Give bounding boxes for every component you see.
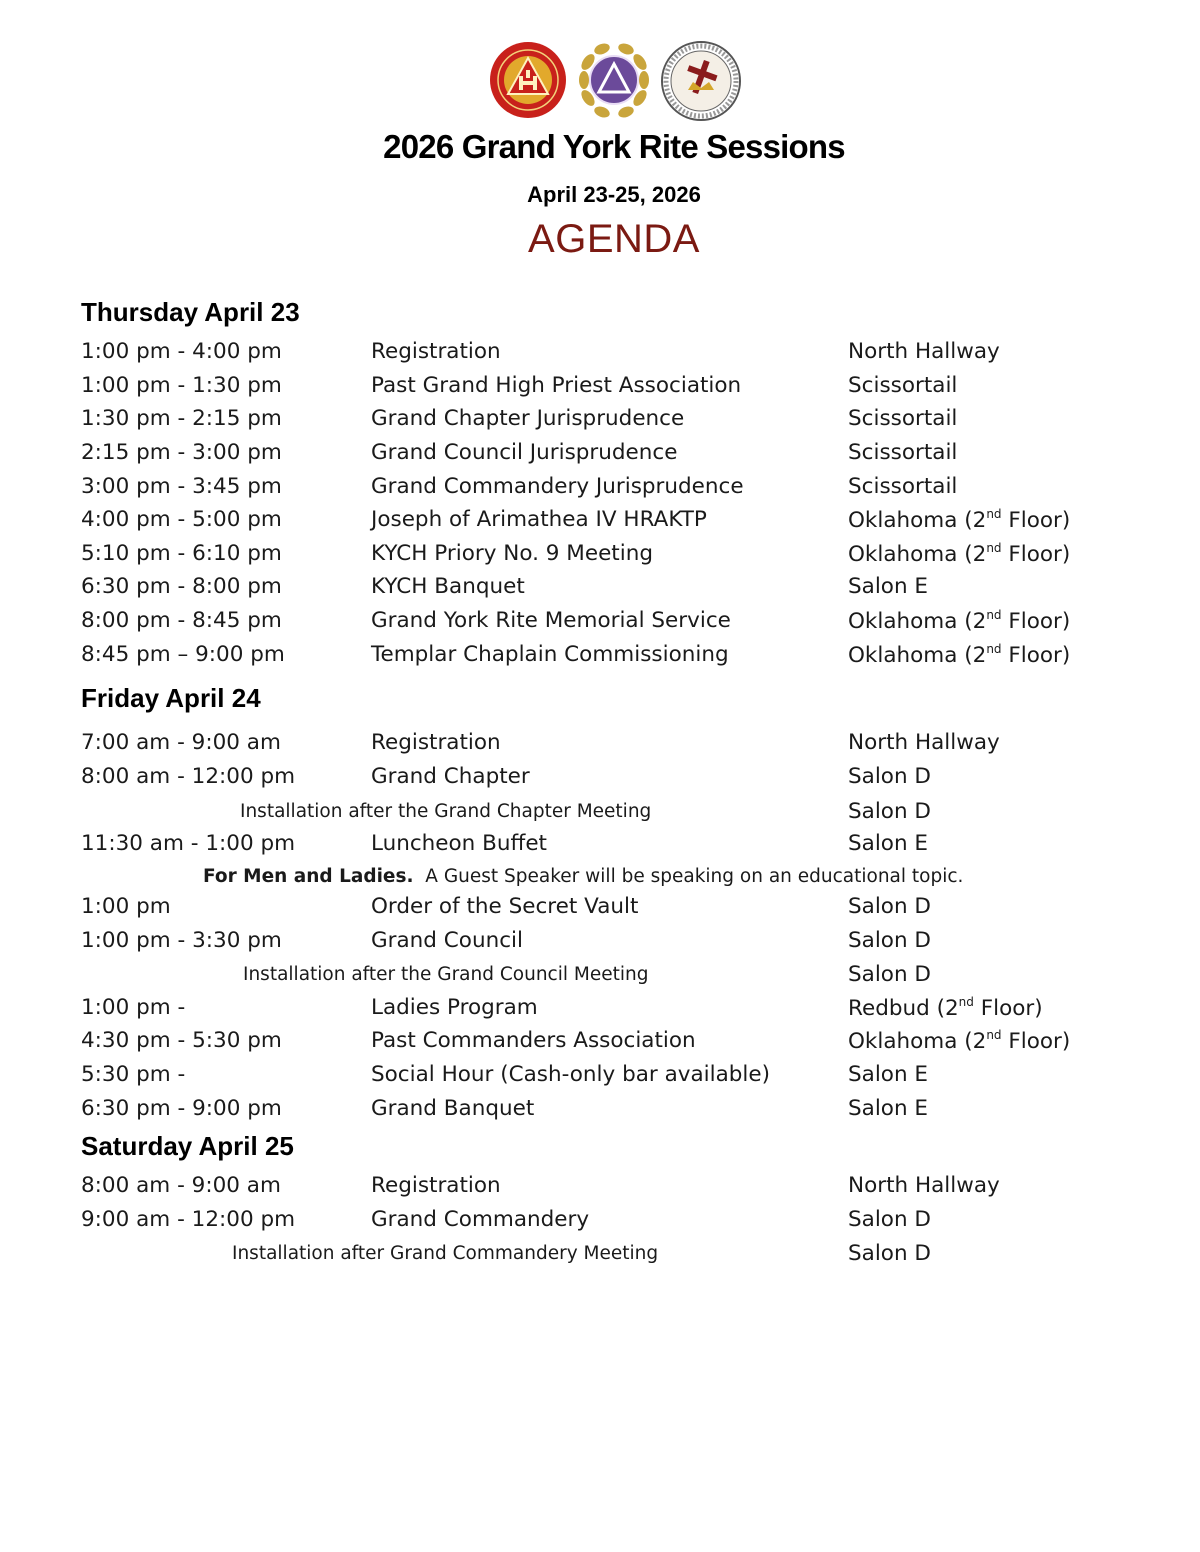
session-event: Grand York Rite Memorial Service: [371, 608, 731, 633]
session-location: [848, 642, 1070, 668]
session-time: 8:00 am - 12:00 pm: [81, 764, 296, 789]
session-location: Scissortail: [848, 474, 958, 499]
schedule-row: [0, 406, 1200, 438]
session-time: 1:00 pm: [81, 894, 171, 919]
session-location: Salon E: [848, 1096, 928, 1121]
session-location: North Hallway: [848, 730, 1000, 755]
schedule-row: [0, 995, 1200, 1027]
session-location: [848, 541, 1070, 567]
schedule-row: [0, 541, 1200, 573]
session-location: Salon D: [848, 1241, 931, 1266]
location-superscript: nd: [986, 642, 1002, 656]
location-name: Oklahoma (2: [848, 508, 987, 533]
page-title: 2026 Grand York Rite Sessions: [383, 128, 845, 165]
cryptic-council-emblem-icon: [574, 40, 654, 122]
location-superscript: nd: [986, 507, 1002, 521]
location-superscript: nd: [986, 608, 1002, 622]
session-time: 5:10 pm - 6:10 pm: [81, 541, 282, 566]
session-time: 6:30 pm - 9:00 pm: [81, 1096, 282, 1121]
session-note: Installation after the Grand Council Meeting: [243, 964, 649, 985]
session-note-text: A Guest Speaker will be speaking on an educational topic.: [413, 866, 964, 887]
schedule-row: [0, 574, 1200, 606]
session-event: Grand Chapter Jurisprudence: [371, 406, 685, 431]
session-location: [848, 507, 1070, 533]
session-note: Installation after the Grand Chapter Meeting: [240, 801, 652, 822]
session-location: Salon D: [848, 799, 931, 824]
session-time: 1:00 pm - 1:30 pm: [81, 373, 282, 398]
session-time: 4:00 pm - 5:00 pm: [81, 507, 282, 532]
day-heading-thursday: Thursday April 23: [81, 297, 300, 327]
session-event: Ladies Program: [371, 995, 538, 1020]
location-name: Oklahoma (2: [848, 542, 987, 567]
session-event: Grand Council: [371, 928, 523, 953]
session-location: Scissortail: [848, 440, 958, 465]
location-name: Oklahoma (2: [848, 643, 987, 668]
schedule-row: [0, 831, 1200, 863]
session-location: Scissortail: [848, 406, 958, 431]
session-time: 1:30 pm - 2:15 pm: [81, 406, 282, 431]
session-time: 3:00 pm - 3:45 pm: [81, 474, 282, 499]
session-event: Grand Chapter: [371, 764, 530, 789]
session-event: Past Commanders Association: [371, 1028, 696, 1053]
agenda-heading: AGENDA: [528, 217, 700, 261]
location-superscript: nd: [986, 1028, 1002, 1042]
session-event: Registration: [371, 1173, 501, 1198]
session-event: Grand Council Jurisprudence: [371, 440, 678, 465]
schedule-row: [0, 730, 1200, 762]
session-time: 6:30 pm - 8:00 pm: [81, 574, 282, 599]
schedule-row: [0, 608, 1200, 640]
day-heading-friday: Friday April 24: [81, 683, 261, 713]
session-location: Scissortail: [848, 373, 958, 398]
session-event: Joseph of Arimathea IV HRAKTP: [371, 507, 707, 532]
schedule-row: [0, 764, 1200, 796]
location-floor: Floor): [973, 996, 1043, 1021]
session-location: Salon D: [848, 894, 931, 919]
schedule-row: [0, 440, 1200, 472]
session-event: Registration: [371, 730, 501, 755]
session-time: 4:30 pm - 5:30 pm: [81, 1028, 282, 1053]
date-range: April 23-25, 2026: [527, 182, 701, 207]
session-time: 2:15 pm - 3:00 pm: [81, 440, 282, 465]
session-event: Past Grand High Priest Association: [371, 373, 742, 398]
grand-commandery-seal-icon: [660, 40, 742, 122]
location-superscript: nd: [986, 541, 1002, 555]
schedule-row: [0, 474, 1200, 506]
session-time: 11:30 am - 1:00 pm: [81, 831, 296, 856]
session-event: Grand Commandery Jurisprudence: [371, 474, 744, 499]
session-location: Salon D: [848, 928, 931, 953]
header-logos: [488, 40, 744, 122]
schedule-row: [0, 1173, 1200, 1205]
schedule-row: [0, 1207, 1200, 1239]
session-location: North Hallway: [848, 339, 1000, 364]
location-floor: Floor): [1001, 542, 1071, 567]
session-location: Salon E: [848, 831, 928, 856]
session-event: Social Hour (Cash-only bar available): [371, 1062, 770, 1087]
location-floor: Floor): [1001, 508, 1071, 533]
session-event: KYCH Banquet: [371, 574, 525, 599]
royal-arch-emblem-icon: [488, 40, 568, 120]
session-event: Registration: [371, 339, 501, 364]
session-note-bold: For Men and Ladies.: [203, 866, 414, 887]
schedule-row: [0, 642, 1200, 674]
session-location: [848, 608, 1070, 634]
session-location: Salon D: [848, 764, 931, 789]
schedule-row: [0, 339, 1200, 371]
session-time: 5:30 pm -: [81, 1062, 186, 1087]
schedule-row: [0, 928, 1200, 960]
schedule-row: [0, 1062, 1200, 1094]
session-location: [848, 995, 1043, 1021]
location-floor: Floor): [1001, 1029, 1071, 1054]
session-time: 1:00 pm -: [81, 995, 186, 1020]
session-event: Templar Chaplain Commissioning: [371, 642, 729, 667]
session-time: 1:00 pm - 3:30 pm: [81, 928, 282, 953]
schedule-row: [0, 799, 1200, 831]
location-name: Redbud (2: [848, 996, 959, 1021]
session-event: Grand Commandery: [371, 1207, 590, 1232]
session-location: Salon E: [848, 574, 928, 599]
session-location: [848, 1028, 1070, 1054]
schedule-row: [0, 507, 1200, 539]
session-event: Grand Banquet: [371, 1096, 535, 1121]
schedule-row: [0, 1028, 1200, 1060]
session-note: [203, 866, 963, 887]
schedule-row: [0, 373, 1200, 405]
location-name: Oklahoma (2: [848, 609, 987, 634]
session-time: 8:45 pm – 9:00 pm: [81, 642, 285, 667]
location-superscript: nd: [958, 995, 974, 1009]
location-floor: Floor): [1001, 643, 1071, 668]
schedule-row: [0, 1096, 1200, 1128]
session-location: North Hallway: [848, 1173, 1000, 1198]
location-name: Oklahoma (2: [848, 1029, 987, 1054]
session-location: Salon D: [848, 1207, 931, 1232]
session-location: Salon D: [848, 962, 931, 987]
schedule-row: [0, 1241, 1200, 1273]
session-time: 8:00 pm - 8:45 pm: [81, 608, 282, 633]
session-event: Luncheon Buffet: [371, 831, 547, 856]
session-time: 1:00 pm - 4:00 pm: [81, 339, 282, 364]
session-event: KYCH Priory No. 9 Meeting: [371, 541, 653, 566]
session-time: 9:00 am - 12:00 pm: [81, 1207, 296, 1232]
session-location: Salon E: [848, 1062, 928, 1087]
session-time: 8:00 am - 9:00 am: [81, 1173, 281, 1198]
session-time: 7:00 am - 9:00 am: [81, 730, 281, 755]
schedule-row: [0, 864, 1200, 896]
location-floor: Floor): [1001, 609, 1071, 634]
schedule-row: [0, 894, 1200, 926]
session-event: Order of the Secret Vault: [371, 894, 639, 919]
session-note: Installation after Grand Commandery Meeting: [232, 1243, 659, 1264]
schedule-row: [0, 962, 1200, 994]
day-heading-saturday: Saturday April 25: [81, 1131, 294, 1161]
